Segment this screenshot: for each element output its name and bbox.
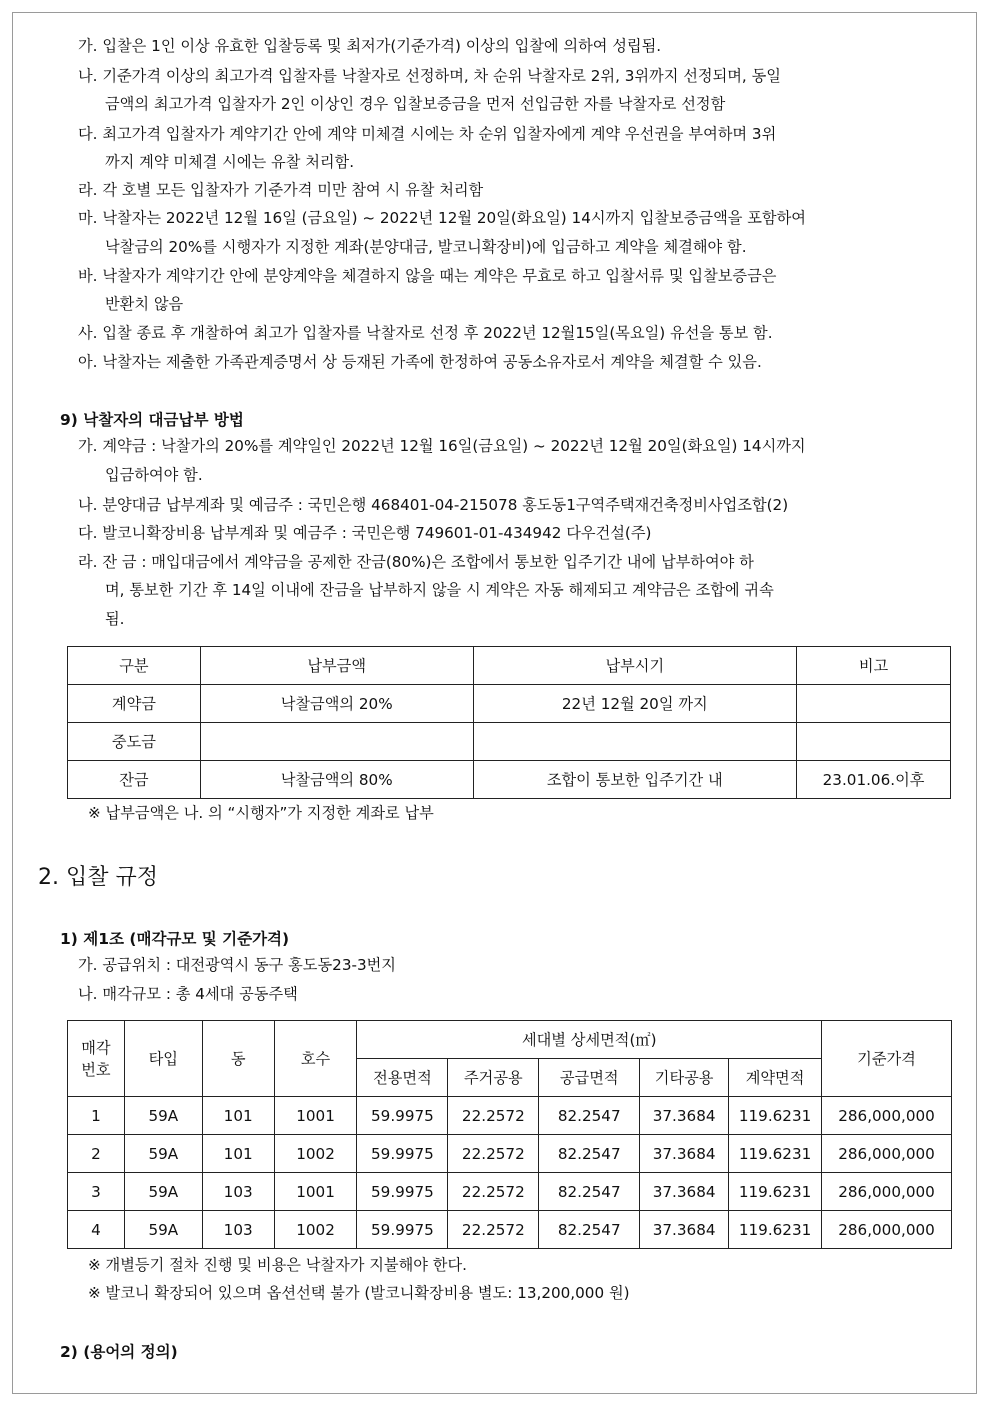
- table-row: [68, 1097, 952, 1135]
- cell-timing: 조합이 통보한 입주기간 내: [473, 761, 797, 799]
- cell-dong: 101: [202, 1097, 274, 1135]
- cell-amount: [200, 723, 473, 761]
- payment-line-ra-cont: 며, 통보한 기간 후 14일 이내에 잔금을 납부하지 않을 시 계약은 자동 해제되고 계약금은 조합에 귀속: [105, 581, 774, 599]
- header-exclusive-area: 전용면적: [357, 1059, 448, 1097]
- header-sale-no: 매각 번호: [68, 1021, 125, 1097]
- cell-type: 59A: [124, 1173, 202, 1211]
- cell-other-common: 37.3684: [640, 1097, 729, 1135]
- payment-table: [67, 646, 951, 799]
- rule-sa: 사. 입찰 종료 후 개찰하여 최고가 입찰자를 낙찰자로 선정 후 2022년 12월15일(목요일) 유선을 통보 함.: [78, 324, 773, 342]
- payment-note: ※ 납부금액은 나. 의 “시행자”가 지정한 계좌로 납부: [88, 804, 434, 822]
- cell-exclusive-area: 59.9975: [357, 1097, 448, 1135]
- cell-timing: 22년 12월 20일 까지: [473, 685, 797, 723]
- table-row: [68, 761, 951, 799]
- rule-da-cont: 까지 계약 미체결 시에는 유찰 처리함.: [105, 153, 355, 171]
- cell-supply-area: 82.2547: [539, 1097, 640, 1135]
- cell-type: 59A: [124, 1135, 202, 1173]
- rule-ra: 라. 각 호별 모든 입찰자가 기준가격 미만 참여 시 유찰 처리함: [78, 181, 484, 199]
- header-amount: 납부금액: [200, 647, 473, 685]
- cell-contract-area: 119.6231: [729, 1135, 822, 1173]
- payment-line-ga-cont: 입금하여야 함.: [105, 466, 203, 484]
- cell-supply-area: 82.2547: [539, 1211, 640, 1249]
- cell-base-price: 286,000,000: [822, 1173, 952, 1211]
- cell-exclusive-area: 59.9975: [357, 1211, 448, 1249]
- cell-ho: 1001: [274, 1173, 357, 1211]
- cell-remarks: 23.01.06.이후: [797, 761, 951, 799]
- balcony-note: ※ 발코니 확장되어 있으며 옵션선택 불가 (발코니확장비용 별도: 13,200,000 원): [88, 1284, 630, 1302]
- header-category: 구분: [68, 647, 201, 685]
- cell-category: 계약금: [68, 685, 201, 723]
- cell-residential-common: 22.2572: [448, 1135, 539, 1173]
- cell-amount: 낙찰금액의 80%: [200, 761, 473, 799]
- rule-na: 나. 기준가격 이상의 최고가격 입찰자를 낙찰자로 선정하며, 차 순위 낙찰자로 2위, 3위까지 선정되며, 동일: [78, 67, 781, 85]
- sale-table: [67, 1020, 952, 1249]
- header-base-price: 기준가격: [822, 1021, 952, 1097]
- supply-location: 가. 공급위치 : 대전광역시 동구 홍도동23-3번지: [78, 956, 396, 974]
- cell-dong: 101: [202, 1135, 274, 1173]
- payment-line-ra: 라. 잔 금 : 매입대금에서 계약금을 공제한 잔금(80%)은 조합에서 통보한 입주기간 내에 납부하여야 하: [78, 553, 754, 571]
- payment-line-ra-end: 됨.: [105, 610, 125, 628]
- table-row: [68, 1173, 952, 1211]
- payment-table-header: [68, 647, 951, 685]
- cell-remarks: [797, 723, 951, 761]
- cell-other-common: 37.3684: [640, 1211, 729, 1249]
- cell-sale-no: 4: [68, 1211, 125, 1249]
- rule-da: 다. 최고가격 입찰자가 계약기간 안에 계약 미체결 시에는 차 순위 입찰자에게 계약 우선권을 부여하며 3위: [78, 125, 777, 143]
- cell-other-common: 37.3684: [640, 1173, 729, 1211]
- rule-ba: 바. 낙찰자가 계약기간 안에 분양계약을 체결하지 않을 때는 계약은 무효로 하고 입찰서류 및 입찰보증금은: [78, 267, 777, 285]
- rule-ba-cont: 반환치 않음: [105, 295, 184, 313]
- article1-heading: 1) 제1조 (매각규모 및 기준가격): [60, 930, 290, 948]
- section-title: 2. 입찰 규정: [38, 865, 158, 890]
- cell-category: 중도금: [68, 723, 201, 761]
- header-dong: 동: [202, 1021, 274, 1097]
- registration-note: ※ 개별등기 절차 진행 및 비용은 낙찰자가 지불해야 한다.: [88, 1256, 467, 1274]
- sale-table-header: [68, 1021, 952, 1059]
- header-type: 타입: [124, 1021, 202, 1097]
- payment-heading: 9) 낙찰자의 대금납부 방법: [60, 411, 244, 429]
- cell-supply-area: 82.2547: [539, 1135, 640, 1173]
- cell-sale-no: 1: [68, 1097, 125, 1135]
- cell-base-price: 286,000,000: [822, 1097, 952, 1135]
- cell-exclusive-area: 59.9975: [357, 1173, 448, 1211]
- cell-contract-area: 119.6231: [729, 1173, 822, 1211]
- cell-sale-no: 2: [68, 1135, 125, 1173]
- header-contract-area: 계약면적: [729, 1059, 822, 1097]
- article2-heading: 2) (용어의 정의): [60, 1343, 178, 1361]
- cell-other-common: 37.3684: [640, 1135, 729, 1173]
- header-ho: 호수: [274, 1021, 357, 1097]
- cell-residential-common: 22.2572: [448, 1211, 539, 1249]
- cell-amount: 낙찰금액의 20%: [200, 685, 473, 723]
- cell-category: 잔금: [68, 761, 201, 799]
- cell-dong: 103: [202, 1211, 274, 1249]
- cell-ho: 1002: [274, 1135, 357, 1173]
- table-row: [68, 1135, 952, 1173]
- cell-exclusive-area: 59.9975: [357, 1135, 448, 1173]
- rule-ga: 가. 입찰은 1인 이상 유효한 입찰등록 및 최저가(기준가격) 이상의 입찰에 의하여 성립됨.: [78, 37, 662, 55]
- table-row: [68, 1211, 952, 1249]
- header-remarks: 비고: [797, 647, 951, 685]
- cell-type: 59A: [124, 1211, 202, 1249]
- header-timing: 납부시기: [473, 647, 797, 685]
- cell-timing: [473, 723, 797, 761]
- cell-remarks: [797, 685, 951, 723]
- cell-dong: 103: [202, 1173, 274, 1211]
- payment-line-na: 나. 분양대금 납부계좌 및 예금주 : 국민은행 468401-04-215078 홍도동1구역주택재건축정비사업조합(2): [78, 496, 789, 514]
- cell-ho: 1002: [274, 1211, 357, 1249]
- cell-contract-area: 119.6231: [729, 1097, 822, 1135]
- header-supply-area: 공급면적: [539, 1059, 640, 1097]
- cell-base-price: 286,000,000: [822, 1135, 952, 1173]
- payment-line-ga: 가. 계약금 : 낙찰가의 20%를 계약일인 2022년 12월 16일(금요일) ~ 2022년 12월 20일(화요일) 14시까지: [78, 437, 806, 455]
- cell-type: 59A: [124, 1097, 202, 1135]
- rule-ma-cont: 낙찰금의 20%를 시행자가 지정한 계좌(분양대금, 발코니확장비)에 입금하고 계약을 체결해야 함.: [105, 238, 747, 256]
- header-residential-common: 주거공용: [448, 1059, 539, 1097]
- table-row: [68, 723, 951, 761]
- payment-line-da: 다. 발코니확장비용 납부계좌 및 예금주 : 국민은행 749601-01-434942 다우건설(주): [78, 524, 652, 542]
- rule-ma: 마. 낙찰자는 2022년 12월 16일 (금요일) ~ 2022년 12월 20일(화요일) 14시까지 입찰보증금액을 포함하여: [78, 209, 806, 227]
- cell-residential-common: 22.2572: [448, 1173, 539, 1211]
- cell-contract-area: 119.6231: [729, 1211, 822, 1249]
- rule-na-cont: 금액의 최고가격 입찰자가 2인 이상인 경우 입찰보증금을 먼저 선입금한 자를 낙찰자로 선정함: [105, 95, 726, 113]
- header-other-common: 기타공용: [640, 1059, 729, 1097]
- cell-residential-common: 22.2572: [448, 1097, 539, 1135]
- table-row: [68, 685, 951, 723]
- rule-a: 아. 낙찰자는 제출한 가족관계증명서 상 등재된 가족에 한정하여 공동소유자로서 계약을 체결할 수 있음.: [78, 353, 762, 371]
- cell-supply-area: 82.2547: [539, 1173, 640, 1211]
- cell-base-price: 286,000,000: [822, 1211, 952, 1249]
- header-area-group: 세대별 상세면적(㎡): [357, 1021, 822, 1059]
- sale-scale: 나. 매각규모 : 총 4세대 공동주택: [78, 985, 298, 1003]
- cell-sale-no: 3: [68, 1173, 125, 1211]
- cell-ho: 1001: [274, 1097, 357, 1135]
